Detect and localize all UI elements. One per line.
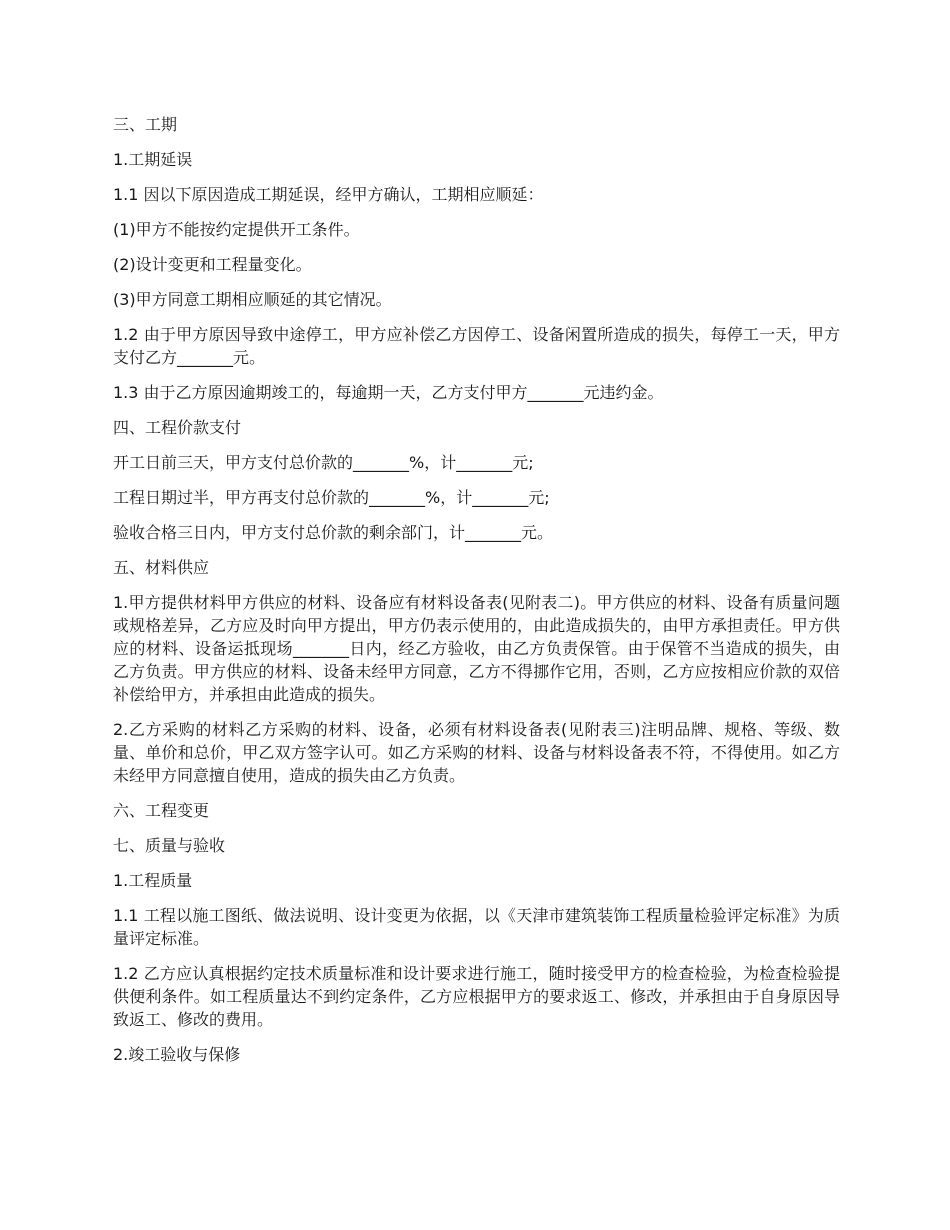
clause-1-2: 1.2 由于甲方原因导致中途停工，甲方应补偿乙方因停工、设备闲置所造成的损失，每停工一天，甲方支付乙方_______元。 bbox=[113, 325, 840, 367]
section-heading-schedule: 三、工期 bbox=[113, 115, 178, 134]
payment-item: 验收合格三日内，甲方支付总价款的剩余部门，计_______元。 bbox=[113, 523, 554, 542]
section-heading-payment: 四、工程价款支付 bbox=[113, 418, 242, 437]
list-item: (1)甲方不能按约定提供开工条件。 bbox=[113, 220, 360, 239]
section-heading-materials: 五、材料供应 bbox=[113, 558, 210, 577]
section-heading-quality: 七、质量与验收 bbox=[113, 836, 226, 855]
document-body bbox=[113, 113, 840, 1078]
subheading-quality: 1.工程质量 bbox=[113, 871, 193, 890]
list-item: (2)设计变更和工程量变化。 bbox=[113, 255, 312, 274]
payment-item: 开工日前三天，甲方支付总价款的_______%，计_______元; bbox=[113, 453, 534, 472]
payment-item: 工程日期过半，甲方再支付总价款的_______%，计_______元; bbox=[113, 488, 550, 507]
materials-clause-1: 1.甲方提供材料甲方供应的材料、设备应有材料设备表(见附表二)。甲方供应的材料、设备有质量问题或规格差异，乙方应及时向甲方提出，甲方仍表示使用的，由此造成损失的，由甲方承担责任。甲方供应的材料、设备运抵现场_______日内，经乙方验收，由乙方负责保管。由于保管不当造成的损失，由乙方负责。甲方供应的材料、设备未经甲方同意，乙方不得挪作它用，否则，乙方应按相应价款的双倍补偿给甲方，并承担由此造成的损失。 bbox=[113, 593, 840, 704]
subheading-acceptance: 2.竣工验收与保修 bbox=[113, 1045, 241, 1064]
subheading-delay: 1.工期延误 bbox=[113, 150, 193, 169]
clause-1-1: 1.1 因以下原因造成工期延误，经甲方确认，工期相应顺延： bbox=[113, 185, 544, 204]
section-heading-changes: 六、工程变更 bbox=[113, 801, 210, 820]
list-item: (3)甲方同意工期相应顺延的其它情况。 bbox=[113, 290, 392, 309]
clause-1-3: 1.3 由于乙方原因逾期竣工的，每逾期一天，乙方支付甲方_______元违约金。 bbox=[113, 383, 664, 402]
quality-clause-1-2: 1.2 乙方应认真根据约定技术质量标准和设计要求进行施工，随时接受甲方的检查检验，为检查检验提供便利条件。如工程质量达不到约定条件，乙方应根据甲方的要求返工、修改，并承担由于自身原因导致返工、修改的费用。 bbox=[113, 964, 840, 1029]
quality-clause-1-1: 1.1 工程以施工图纸、做法说明、设计变更为依据，以《天津市建筑装饰工程质量检验评定标准》为质量评定标准。 bbox=[113, 906, 840, 948]
materials-clause-2: 2.乙方采购的材料乙方采购的材料、设备，必须有材料设备表(见附表三)注明品牌、规格、等级、数量、单价和总价，甲乙双方签字认可。如乙方采购的材料、设备与材料设备表不符，不得使用。如乙方未经甲方同意擅自使用，造成的损失由乙方负责。 bbox=[113, 720, 840, 785]
